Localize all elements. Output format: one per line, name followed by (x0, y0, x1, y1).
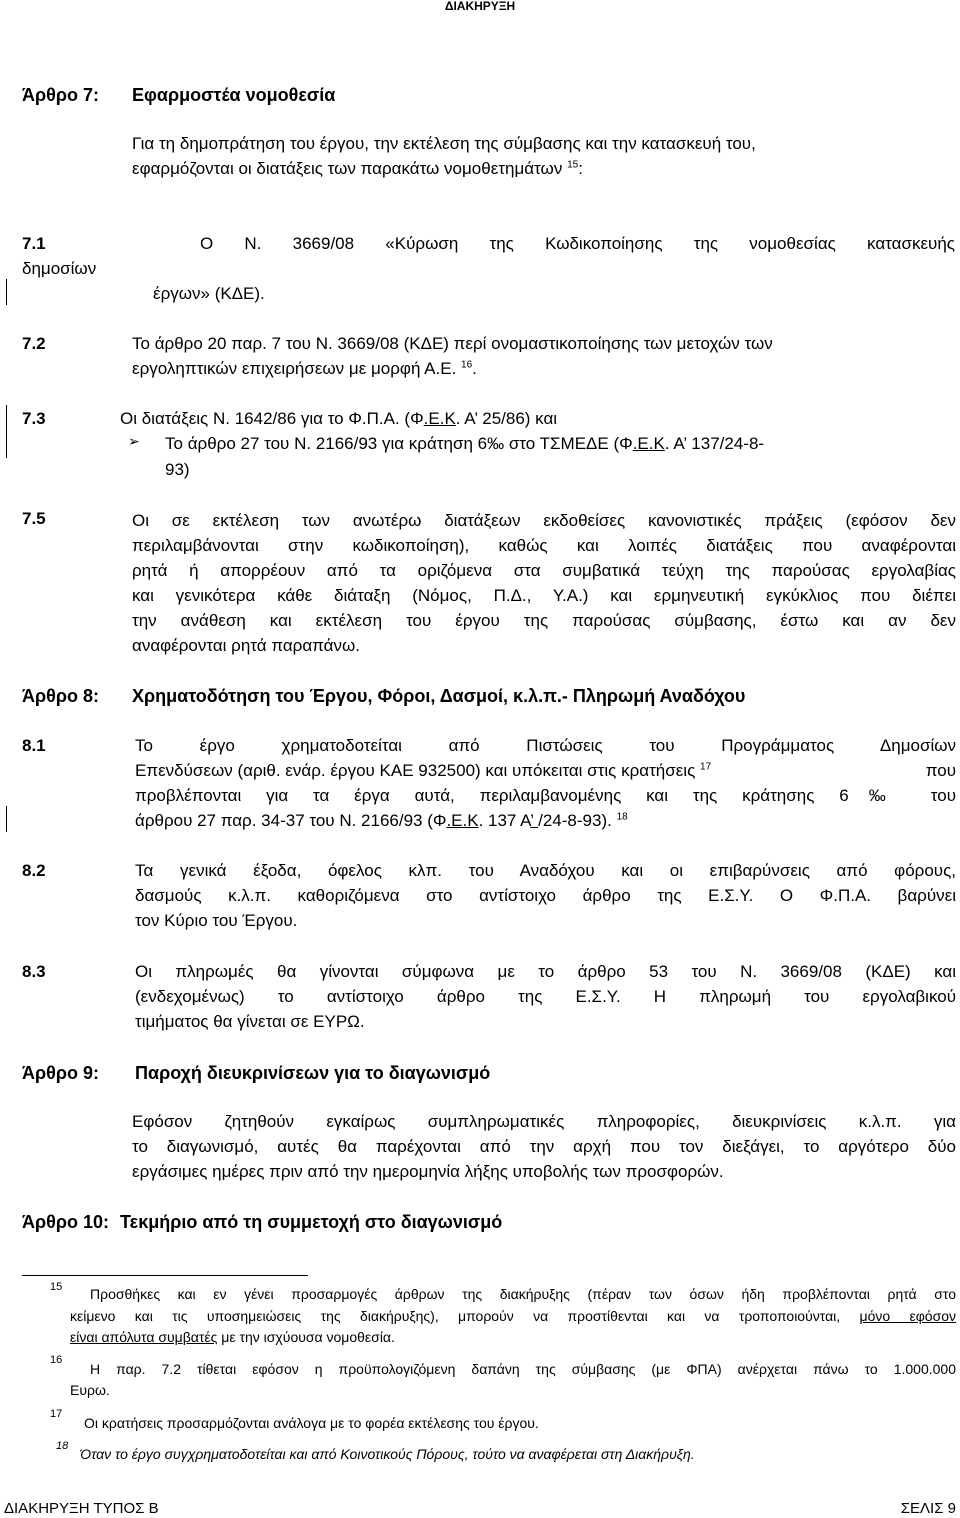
para-7-3-bullet-line-cont: 93) (165, 460, 190, 479)
footnote-17-number: 17 (50, 1408, 63, 1420)
bullet-arrow-icon: ➢ (128, 434, 140, 450)
footnote-18-line1: Όταν το έργο συγχρηματοδοτείται και από Κοινοτικούς Πόρους, τούτο να αναφέρεται στη Διακήρυξη. (80, 1446, 695, 1462)
page-header-title: ΔΙΑΚΗΡΥΞΗ (444, 0, 516, 13)
para-8-3-line1: Οι πληρωμές θα γίνονται σύμφωνα με το άρθρο 53 του Ν. 3669/08 (ΚΔΕ) και (135, 962, 956, 981)
para-7-3-line1: Οι διατάξεις Ν. 1642/86 για το Φ.Π.Α. (Φ.Ε.Κ. Α’ 25/86) και (120, 409, 558, 428)
footnote-18-number: 18 (56, 1440, 69, 1452)
article-8-title: Χρηματοδότηση του Έργου, Φόροι, Δασμοί, κ.λ.π.- Πληρωμή Αναδόχου (132, 686, 746, 706)
article-7-intro-line1: Για τη δημοπράτηση του έργου, την εκτέλεση της σύμβασης και την κατασκευή του, (132, 134, 756, 153)
para-7-5-line4: και γενικότερα κάθε διάταξη (Νόμος, Π.Δ., Υ.Α.) και ερμηνευτική εγκύκλιος που διέπει (132, 586, 956, 605)
para-7-5-line1: Οι σε εκτέλεση των ανωτέρω διατάξεων εκδοθείσες κανονιστικές πράξεις (εφόσον δεν (132, 511, 956, 530)
para-7-5-number: 7.5 (22, 509, 46, 528)
footnote-16-number: 16 (50, 1354, 63, 1366)
para-8-3-number: 8.3 (22, 962, 46, 981)
para-8-2-line1: Τα γενικά έξοδα, όφελος κλπ. του Αναδόχου και οι επιβαρύνσεις από φόρους, (135, 861, 956, 880)
article-7-number: Άρθρο 7: (22, 85, 100, 105)
para-7-2-line1: Το άρθρο 20 παρ. 7 του Ν. 3669/08 (ΚΔΕ) περί ονομαστικοποίησης των μετοχών των (132, 334, 773, 353)
page-footer-left: ΔΙΑΚΗΡΥΞΗ ΤΥΠΟΣ Β (4, 1500, 159, 1517)
para-7-5-line5: την ανάθεση και εκτέλεση του έργου της παρούσας σύμβασης, έστω και αν δεν (132, 611, 956, 630)
para-7-3-bullet-line: Το άρθρο 27 του Ν. 2166/93 για κράτηση 6‰ στο ΤΣΜΕΔΕ (Φ.Ε.Κ. Α’ 137/24-8- (165, 434, 765, 453)
para-8-1-line1: Το έργο χρηματοδοτείται από Πιστώσεις του Προγράμματος Δημοσίων (135, 736, 956, 755)
article-8-number: Άρθρο 8: (22, 686, 100, 706)
para-8-1-number: 8.1 (22, 736, 46, 755)
footnote-15-line1: Προσθήκες και εν γένει προσαρμογές άρθρων της διακήρυξης (πέραν των όσων ήδη προβλέπονται ρητά στο (90, 1286, 956, 1302)
footnote-15-line2: κείμενο και τις υποσημειώσεις της διακήρυξης), μπορούν να προστίθενται και να τροποποιούνται, μόνο εφόσον (70, 1308, 957, 1324)
footnote-ref-15: 15 (567, 159, 579, 171)
para-7-1-number: 7.1 (22, 234, 46, 253)
para-8-3-line3: τιμήματος θα γίνεται σε ΕΥΡΩ. (135, 1012, 365, 1031)
article-9-line3: εργάσιμες ημέρες πριν από την ημερομηνία λήξης υποβολής των προσφορών. (132, 1162, 724, 1181)
para-8-3-line2: (ενδεχομένως) το αντίστοιχο άρθρο της Ε.Σ.Υ. Η πληρωμή του εργολαβικού (135, 987, 956, 1006)
footnote-ref-17: 17 (700, 761, 712, 773)
para-7-5-line3: ρητά ή απορρέουν από τα οριζόμενα στα συμβατικά τεύχη της παρούσας εργολαβίας (132, 561, 956, 580)
article-9-title: Παροχή διευκρινίσεων για το διαγωνισμό (135, 1063, 491, 1083)
footnote-15-line3: είναι απόλυτα συμβατές με την ισχύουσα νομοθεσία. (70, 1329, 395, 1345)
change-bar (6, 806, 7, 832)
article-7-title: Εφαρμοστέα νομοθεσία (132, 85, 336, 105)
footnote-separator (22, 1275, 308, 1276)
change-bar (6, 279, 7, 305)
para-7-1-wrap-word: δημοσίων (22, 259, 97, 278)
footnote-ref-18: 18 (616, 811, 628, 823)
para-7-5-line6: αναφέρονται ρητά παραπάνω. (132, 636, 360, 655)
article-9-number: Άρθρο 9: (22, 1063, 100, 1083)
para-7-3-number: 7.3 (22, 409, 46, 428)
para-7-2-number: 7.2 (22, 334, 46, 353)
change-bar (6, 405, 7, 458)
para-7-2-line2: εργοληπτικών επιχειρήσεων με μορφή Α.Ε. $^{16}$. (132, 359, 477, 378)
footnote-16-line2: Ευρω. (70, 1382, 110, 1398)
para-7-1-line1: Ο Ν. 3669/08 «Κύρωση της Κωδικοποίησης της νομοθεσίας κατασκευής (200, 234, 955, 253)
para-8-1-line4: άρθρου 27 παρ. 34-37 του Ν. 2166/93 (Φ.Ε.Κ. 137 Α’ /24-8-93). $^{18}$ (135, 811, 628, 830)
page-footer-right: ΣΕΛΙΣ 9 (900, 1500, 956, 1517)
footnote-16-line1: Η παρ. 7.2 τίθεται εφόσον η προϋπολογιζόμενη δαπάνη της σύμβασης (με ΦΠΑ) ανέρχεται πάνω το 1.000.000 (90, 1361, 956, 1377)
article-9-line1: Εφόσον ζητηθούν εγκαίρως συμπληρωματικές πληροφορίες, διευκρινίσεις κ.λ.π. για (132, 1112, 956, 1131)
para-8-1-line2: Επενδύσεων (αριθ. ενάρ. έργου ΚΑΕ 932500) και υπόκειται στις κρατήσεις $^{17}$ που (135, 761, 956, 780)
article-7-intro-line2: εφαρμόζονται οι διατάξεις των παρακάτω νομοθετημάτων $^{15}$: (132, 159, 583, 178)
article-10-number: Άρθρο 10: (22, 1212, 110, 1232)
footnote-ref-16: 16 (461, 359, 473, 371)
article-9-line2: το διαγωνισμό, αυτές θα παρέχονται από την αρχή που τον διεξάγει, το αργότερο δύο (132, 1137, 956, 1156)
para-7-1-line2: έργων» (ΚΔΕ). (153, 284, 265, 303)
para-8-2-number: 8.2 (22, 861, 46, 880)
para-8-2-line3: τον Κύριο του Έργου. (135, 911, 298, 930)
footnote-17-line1: Οι κρατήσεις προσαρμόζονται ανάλογα με το φορέα εκτέλεσης του έργου. (84, 1415, 539, 1431)
article-10-title: Τεκμήριο από τη συμμετοχή στο διαγωνισμό (120, 1212, 503, 1232)
footnote-15-number: 15 (50, 1281, 63, 1293)
para-7-5-line2: περιλαμβάνονται στην κωδικοποίηση), καθώς και λοιπές διατάξεις που αναφέρονται (132, 536, 956, 555)
para-8-1-line3: προβλέπονται για τα έργα αυτά, περιλαμβανομένης και της κράτησης 6‰ του (135, 786, 956, 805)
para-8-2-line2: δασμούς κ.λ.π. καθοριζόμενα στο αντίστοιχο άρθρο της Ε.Σ.Υ. Ο Φ.Π.Α. βαρύνει (135, 886, 956, 905)
